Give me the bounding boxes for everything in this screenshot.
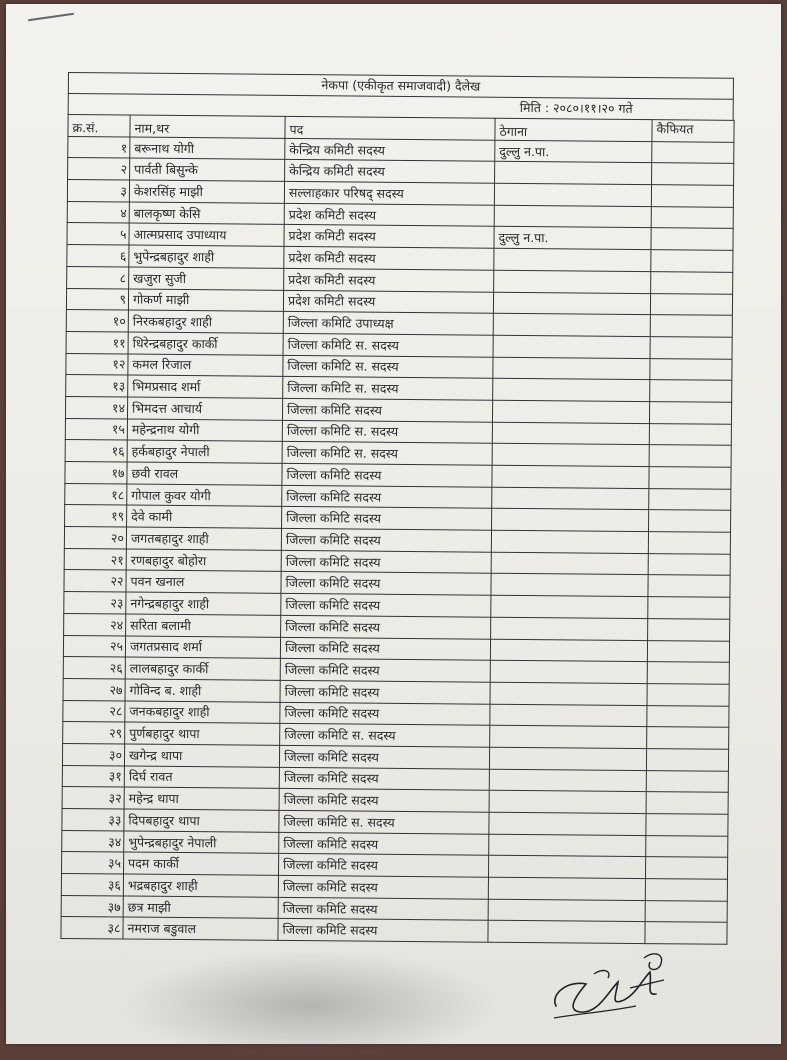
row-remark bbox=[649, 488, 731, 510]
row-sn: १८ bbox=[65, 483, 127, 505]
row-post: सल्लाहकार परिषद् सदस्य bbox=[284, 181, 494, 205]
row-address bbox=[488, 921, 645, 944]
row-sn: १५ bbox=[65, 418, 127, 440]
row-post: जिल्ला कमिटि सदस्य bbox=[282, 463, 492, 487]
row-address bbox=[492, 444, 649, 467]
document-date: मिति : २०८०।११।२० गते bbox=[519, 99, 633, 116]
row-address bbox=[493, 313, 650, 336]
row-sn: २ bbox=[68, 158, 130, 180]
row-name: जगतप्रसाद शर्मा bbox=[125, 636, 280, 659]
column-header-remark: कैफियत bbox=[652, 120, 734, 142]
row-post: जिल्ला कमिटि स. सदस्य bbox=[283, 355, 493, 379]
row-remark bbox=[652, 141, 734, 163]
row-remark bbox=[649, 423, 731, 445]
row-name: जगतबहादुर शाही bbox=[126, 527, 281, 550]
row-remark bbox=[647, 640, 729, 662]
row-sn: १२ bbox=[66, 353, 128, 375]
row-sn: २३ bbox=[64, 592, 126, 614]
row-name: केशरसिंह माझी bbox=[129, 180, 284, 203]
row-name: महेन्द्रनाथ योगी bbox=[127, 419, 282, 442]
row-post: प्रदेश कमिटी सदस्य bbox=[284, 268, 494, 292]
row-post: जिल्ला कमिटि सदस्य bbox=[279, 789, 489, 813]
row-remark bbox=[651, 271, 733, 293]
member-list-document bbox=[60, 72, 734, 945]
row-address bbox=[489, 791, 646, 814]
row-name: सरिता बलामी bbox=[126, 614, 281, 637]
row-name: भिमप्रसाद शर्मा bbox=[128, 375, 283, 398]
row-remark bbox=[651, 228, 733, 250]
row-address bbox=[490, 639, 647, 662]
row-post: जिल्ला कमिटि सदस्य bbox=[281, 572, 491, 596]
row-sn: ३२ bbox=[62, 787, 124, 809]
column-header-post: पद bbox=[285, 116, 495, 140]
row-post: जिल्ला कमिटि सदस्य bbox=[280, 680, 490, 704]
row-name: दिपबहादुर थापा bbox=[124, 809, 279, 832]
row-sn: २९ bbox=[63, 722, 125, 744]
row-name: गोपाल कुवर योगी bbox=[127, 484, 282, 507]
row-address bbox=[493, 292, 650, 315]
row-name: खजुरा सुजी bbox=[129, 267, 284, 290]
row-remark bbox=[646, 749, 728, 771]
row-post: जिल्ला कमिटि सदस्य bbox=[278, 875, 488, 899]
row-sn: ३ bbox=[67, 180, 129, 202]
row-name: गोकर्ण माझी bbox=[128, 289, 283, 312]
row-name: आत्मप्रसाद उपाध्याय bbox=[129, 223, 284, 246]
row-sn: २१ bbox=[64, 548, 126, 570]
row-name: बालकृष्ण केसि bbox=[129, 202, 284, 225]
row-post: जिल्ला कमिटि सदस्य bbox=[281, 594, 491, 618]
row-post: जिल्ला कमिटि सदस्य bbox=[280, 659, 490, 683]
row-name: पदम कार्की bbox=[124, 852, 279, 875]
row-address bbox=[495, 162, 652, 185]
row-remark bbox=[648, 618, 730, 640]
row-address bbox=[488, 877, 645, 900]
row-sn: १० bbox=[66, 310, 128, 332]
row-post: केन्द्रिय कमिटी सदस्य bbox=[285, 160, 495, 184]
column-header-name: नाम,थर bbox=[130, 115, 285, 138]
row-address bbox=[490, 704, 647, 727]
row-address bbox=[491, 574, 648, 597]
row-name: देवे कामी bbox=[127, 505, 282, 528]
row-sn: ३० bbox=[62, 743, 124, 765]
row-sn: ५ bbox=[67, 223, 129, 245]
row-address bbox=[488, 856, 645, 879]
row-address bbox=[490, 660, 647, 683]
row-address bbox=[491, 595, 648, 618]
row-name: भुपेन्द्रबहादुर नेपाली bbox=[124, 831, 279, 854]
row-address bbox=[491, 530, 648, 553]
row-address bbox=[493, 357, 650, 380]
row-post: जिल्ला कमिटि सदस्य bbox=[278, 854, 488, 878]
row-sn: १६ bbox=[65, 440, 127, 462]
row-address bbox=[492, 465, 649, 488]
row-sn: १४ bbox=[65, 396, 127, 418]
row-name: बरूनाथ योगी bbox=[130, 137, 285, 160]
row-remark bbox=[646, 770, 728, 792]
row-remark bbox=[645, 922, 727, 944]
row-name: छत्र माझी bbox=[123, 896, 278, 919]
row-sn: २४ bbox=[64, 613, 126, 635]
row-address: दुल्लु न.पा. bbox=[494, 227, 651, 250]
row-name: कमल रिजाल bbox=[128, 354, 283, 377]
table-row bbox=[61, 917, 727, 944]
row-remark bbox=[650, 336, 732, 358]
row-remark bbox=[649, 445, 731, 467]
row-name: निरकबहादुर शाही bbox=[128, 310, 283, 333]
row-post: जिल्ला कमिटि सदस्य bbox=[281, 550, 491, 574]
row-sn: ६ bbox=[67, 245, 129, 267]
column-header-sn: क्र.सं. bbox=[68, 115, 130, 137]
row-address bbox=[494, 205, 651, 228]
row-remark bbox=[651, 206, 733, 228]
row-name: धिरेन्द्रबहादुर कार्की bbox=[128, 332, 283, 355]
row-sn: ४ bbox=[67, 201, 129, 223]
row-sn: २० bbox=[64, 527, 126, 549]
column-header-address: ठेगाना bbox=[495, 118, 652, 141]
row-remark bbox=[650, 358, 732, 380]
row-address bbox=[492, 487, 649, 510]
row-post: जिल्ला कमिटि सदस्य bbox=[279, 832, 489, 856]
photo-shadow bbox=[120, 950, 500, 1060]
row-name: दिर्घ रावत bbox=[124, 766, 279, 789]
row-remark bbox=[645, 857, 727, 879]
row-name: पवन खनाल bbox=[126, 570, 281, 593]
row-remark bbox=[648, 532, 730, 554]
row-remark bbox=[651, 250, 733, 272]
row-post: प्रदेश कमिटी सदस्य bbox=[283, 290, 493, 314]
row-sn: ३५ bbox=[62, 852, 124, 874]
row-name: खगेन्द्र थापा bbox=[124, 744, 279, 767]
row-sn: ८ bbox=[67, 266, 129, 288]
row-sn: २८ bbox=[63, 700, 125, 722]
row-address bbox=[490, 725, 647, 748]
row-post: जिल्ला कमिटि सदस्य bbox=[281, 528, 491, 552]
row-post: जिल्ला कमिटि सदस्य bbox=[280, 637, 490, 661]
row-sn: ३८ bbox=[61, 917, 123, 939]
row-remark bbox=[650, 315, 732, 337]
row-name: नगेन्द्रबहादुर शाही bbox=[126, 592, 281, 615]
row-sn: ३१ bbox=[62, 765, 124, 787]
row-remark bbox=[645, 900, 727, 922]
row-sn: ११ bbox=[66, 331, 128, 353]
row-remark bbox=[649, 402, 731, 424]
row-post: जिल्ला कमिटि स. सदस्य bbox=[283, 377, 493, 401]
row-remark bbox=[646, 792, 728, 814]
row-post: प्रदेश कमिटी सदस्य bbox=[284, 203, 494, 227]
row-sn: २७ bbox=[63, 678, 125, 700]
row-address bbox=[492, 400, 649, 423]
row-sn: ९ bbox=[66, 288, 128, 310]
row-post: जिल्ला कमिटि स. सदस्य bbox=[279, 810, 489, 834]
row-sn: २५ bbox=[63, 635, 125, 657]
row-remark bbox=[648, 575, 730, 597]
row-post: जिल्ला कमिटि स. सदस्य bbox=[280, 724, 490, 748]
row-post: जिल्ला कमिटि स. सदस्य bbox=[282, 442, 492, 466]
row-sn: २२ bbox=[64, 570, 126, 592]
document-title: नेकपा (एकीकृत समाजवादी) दैलेख bbox=[68, 72, 734, 99]
row-remark bbox=[648, 597, 730, 619]
paper-sheet bbox=[6, 4, 781, 1044]
row-sn: २६ bbox=[63, 657, 125, 679]
row-address: दुल्लु न.पा. bbox=[495, 140, 652, 163]
row-post: जिल्ला कमिटि स. सदस्य bbox=[282, 420, 492, 444]
table-body bbox=[61, 136, 734, 944]
row-sn: ३६ bbox=[61, 874, 123, 896]
row-address bbox=[491, 617, 648, 640]
row-post: जिल्ला कमिटि सदस्य bbox=[282, 485, 492, 509]
row-sn: १९ bbox=[65, 505, 127, 527]
row-name: लालबहादुर कार्की bbox=[125, 657, 280, 680]
row-remark bbox=[651, 185, 733, 207]
row-remark bbox=[647, 683, 729, 705]
row-sn: १ bbox=[68, 136, 130, 158]
row-post: केन्द्रिय कमिटी सदस्य bbox=[285, 138, 495, 162]
row-name: जनकबहादुर शाही bbox=[125, 701, 280, 724]
row-post: जिल्ला कमिटि सदस्य bbox=[282, 507, 492, 531]
row-address bbox=[493, 378, 650, 401]
row-name: भुपेन्द्रबहादुर शाही bbox=[129, 245, 284, 268]
row-address bbox=[488, 899, 645, 922]
row-post: जिल्ला कमिटि उपाध्यक्ष bbox=[283, 312, 493, 336]
row-post: जिल्ला कमिटि सदस्य bbox=[280, 702, 490, 726]
row-address bbox=[493, 335, 650, 358]
row-post: जिल्ला कमिटि सदस्य bbox=[281, 615, 491, 639]
row-post: जिल्ला कमिटि सदस्य bbox=[278, 897, 488, 921]
row-sn: १७ bbox=[65, 461, 127, 483]
row-sn: १३ bbox=[66, 375, 128, 397]
row-name: नमराज बडुवाल bbox=[123, 917, 278, 940]
row-remark bbox=[648, 553, 730, 575]
row-name: पुर्णबहादुर थापा bbox=[125, 722, 280, 745]
row-address bbox=[494, 183, 651, 206]
row-address bbox=[489, 747, 646, 770]
member-table bbox=[60, 114, 734, 945]
row-remark bbox=[649, 467, 731, 489]
row-address bbox=[492, 509, 649, 532]
row-post: प्रदेश कमिटी सदस्य bbox=[284, 247, 494, 271]
row-name: पार्वती बिसुन्के bbox=[130, 158, 285, 181]
row-sn: ३३ bbox=[62, 808, 124, 830]
row-name: रणबहादुर बोहोरा bbox=[126, 549, 281, 572]
row-name: छवी रावल bbox=[127, 462, 282, 485]
row-remark bbox=[650, 380, 732, 402]
row-name: गोविन्द ब. शाही bbox=[125, 679, 280, 702]
row-name: हर्कबहादुर नेपाली bbox=[127, 440, 282, 463]
row-remark bbox=[647, 705, 729, 727]
row-remark bbox=[647, 662, 729, 684]
row-address bbox=[489, 812, 646, 835]
row-address bbox=[490, 682, 647, 705]
row-remark bbox=[645, 879, 727, 901]
row-remark bbox=[646, 835, 728, 857]
row-remark bbox=[649, 510, 731, 532]
row-address bbox=[492, 422, 649, 445]
row-remark bbox=[652, 163, 734, 185]
row-post: जिल्ला कमिटि सदस्य bbox=[278, 919, 488, 943]
row-address bbox=[494, 248, 651, 271]
row-post: जिल्ला कमिटि सदस्य bbox=[282, 398, 492, 422]
pen-mark bbox=[28, 13, 74, 21]
row-address bbox=[494, 270, 651, 293]
row-post: प्रदेश कमिटी सदस्य bbox=[284, 225, 494, 249]
row-remark bbox=[650, 293, 732, 315]
row-remark bbox=[646, 814, 728, 836]
row-post: जिल्ला कमिटि स. सदस्य bbox=[283, 333, 493, 357]
row-name: भिमदत्त आचार्य bbox=[127, 397, 282, 420]
row-address bbox=[489, 769, 646, 792]
row-post: जिल्ला कमिटि सदस्य bbox=[279, 767, 489, 791]
row-post: जिल्ला कमिटि सदस्य bbox=[279, 745, 489, 769]
row-remark bbox=[647, 727, 729, 749]
row-address bbox=[491, 552, 648, 575]
row-name: महेन्द्र थापा bbox=[124, 787, 279, 810]
row-address bbox=[489, 834, 646, 857]
row-name: भद्रबहादुर शाही bbox=[123, 874, 278, 897]
signature bbox=[546, 944, 676, 1024]
row-sn: ३७ bbox=[61, 895, 123, 917]
row-sn: ३४ bbox=[62, 830, 124, 852]
